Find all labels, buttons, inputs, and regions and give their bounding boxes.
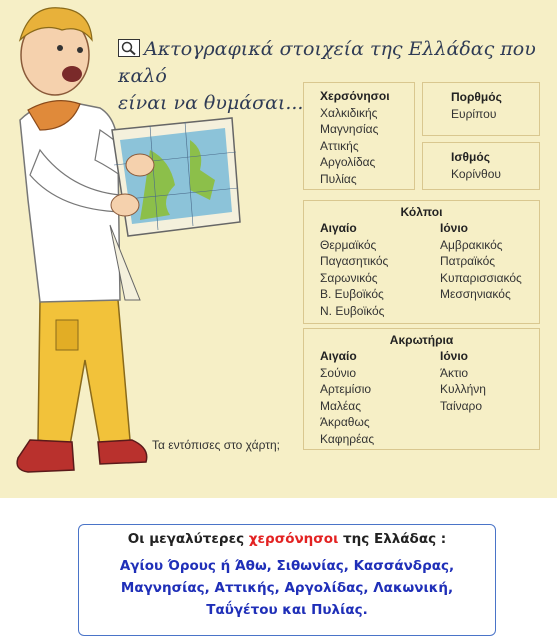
list-item: Αμβρακικός: [440, 237, 503, 252]
list-item: Αρτεμίσιο: [320, 382, 372, 396]
list-item: Κυπαρισσιακός: [440, 270, 522, 285]
summary-box: [78, 524, 496, 636]
list-item: Άκτιο: [440, 365, 469, 380]
capes-box: [303, 328, 540, 450]
isthmus-box: [422, 142, 540, 190]
list-item: Μαλέας: [320, 398, 362, 413]
list-item: Β. Ευβοϊκός: [320, 287, 384, 301]
gulfs-box: [303, 200, 540, 324]
list-item: Κορίνθου: [451, 166, 501, 181]
map-question: Τα εντόπισες στο χάρτη;: [152, 438, 280, 452]
list-item: Καφηρέας: [320, 431, 375, 446]
ionian-heading: Ιόνιο: [440, 349, 469, 363]
peninsulas-heading: Χερσόνησοι: [320, 89, 390, 103]
list-item: Κυλλήνη: [440, 382, 486, 396]
isthmus-heading: Ισθμός: [451, 150, 490, 164]
magnifier-icon: [118, 39, 140, 57]
list-item: Μαγνησίας: [320, 122, 379, 136]
title-line-1: Ακτογραφικά στοιχεία της Ελλάδας που καλό: [118, 38, 536, 87]
list-item: Αττικής: [320, 138, 359, 153]
list-item: Άκραθως: [320, 415, 370, 429]
list-item: Αργολίδας: [320, 155, 376, 169]
ionian-heading: Ιόνιο: [440, 221, 469, 235]
summary-highlight: χερσόνησοι: [248, 531, 339, 547]
list-item: Σαρωνικός: [320, 270, 378, 285]
peninsulas-box: [303, 82, 415, 190]
title-line-2: είναι να θυμάσαι...: [118, 92, 304, 114]
gulfs-heading: Κόλποι: [400, 205, 443, 219]
strait-heading: Πορθμός: [451, 90, 502, 104]
list-item: Σούνιο: [320, 365, 356, 380]
summary-prefix: Οι μεγαλύτερες: [127, 531, 249, 547]
list-item: Μεσσηνιακός: [440, 287, 511, 301]
list-item: Θερμαϊκός: [320, 237, 377, 252]
list-item: Πυλίας: [320, 171, 357, 186]
summary-heading: [79, 531, 495, 547]
summary-suffix: της Ελλάδας :: [338, 531, 447, 547]
capes-heading: Ακρωτήρια: [389, 333, 454, 347]
strait-box: [422, 82, 540, 136]
list-item: Ευρίπου: [451, 106, 497, 121]
list-item: Πατραϊκός: [440, 254, 496, 268]
aegean-heading: Αιγαίο: [320, 221, 357, 235]
list-item: Ταίναρο: [440, 398, 483, 413]
list-item: Παγασητικός: [320, 254, 389, 268]
list-item: Χαλκιδικής: [320, 105, 378, 120]
list-item: Ν. Ευβοϊκός: [320, 303, 385, 318]
aegean-heading: Αιγαίο: [320, 349, 357, 363]
summary-list: Αγίου Όρους ή Άθω, Σιθωνίας, Κασσάνδρας, Μαγνησίας, Αττικής, Αργολίδας, Λακωνική, Ταΰγέτου και Πυλίας.: [119, 558, 455, 618]
